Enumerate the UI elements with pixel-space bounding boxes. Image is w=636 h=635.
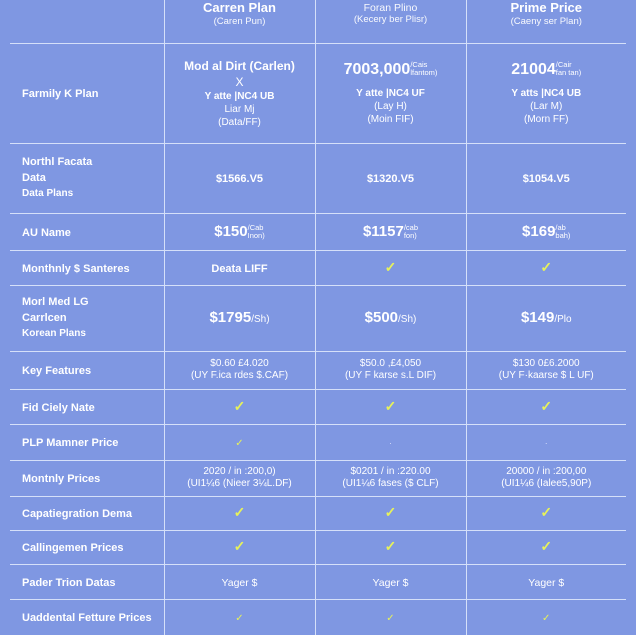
plan-3-line2: (Lar M) xyxy=(530,100,563,112)
table-row xyxy=(10,351,626,389)
table-row xyxy=(10,530,626,564)
dot-icon: · xyxy=(315,424,466,460)
table-row xyxy=(10,564,626,599)
header-row xyxy=(10,0,626,43)
cell: $1157/cab fon) xyxy=(315,213,466,250)
table-row xyxy=(10,599,626,635)
row-label: Key Features xyxy=(10,351,164,389)
check-icon: ✓ xyxy=(164,599,315,635)
row-label: Monthnly $ Santeres xyxy=(10,250,164,285)
cell: $1320.V5 xyxy=(315,143,466,213)
check-icon: ✓ xyxy=(466,389,626,424)
cell: $1566.V5 xyxy=(164,143,315,213)
table-row xyxy=(10,424,626,460)
check-icon: ✓ xyxy=(164,389,315,424)
row-label: Pader Trion Datas xyxy=(10,564,164,599)
check-icon: ✓ xyxy=(315,389,466,424)
check-icon: ✓ xyxy=(466,250,626,285)
plan-3-line1: Y atts |NC4 UB xyxy=(511,87,582,99)
check-icon: ✓ xyxy=(164,424,315,460)
plan-2-unit: /Cais xyxy=(410,60,428,70)
plan-3-line3: (Morn FF) xyxy=(524,113,569,125)
plan-1-line2: Liar Mj xyxy=(224,103,255,115)
plan-3-unit2: fan tan) xyxy=(555,68,582,78)
check-icon: ✓ xyxy=(466,496,626,530)
row-label: Farmily K Plan xyxy=(10,43,164,143)
table-row xyxy=(10,496,626,530)
row-label: Callingemen Prices xyxy=(10,530,164,564)
cell: 20000 / in :200,00 (UI1¼6 (Ialee5,90P) xyxy=(466,460,626,496)
check-icon: ✓ xyxy=(315,496,466,530)
plan-3-details xyxy=(466,43,626,143)
row-label: PLP Mamner Price xyxy=(10,424,164,460)
cell: Deata LIFF xyxy=(164,250,315,285)
cell: $1054.V5 xyxy=(466,143,626,213)
cell: 2020 / in :200,0) (UI1¼6 (Nieer 3¼L.DF) xyxy=(164,460,315,496)
plan-2-line3: (Moin FIF) xyxy=(367,113,414,125)
check-icon: ✓ xyxy=(164,530,315,564)
plan-2-line1: Y atte |NC4 UF xyxy=(356,87,425,99)
table-row-plans xyxy=(10,43,626,143)
check-icon: ✓ xyxy=(315,530,466,564)
header-empty-cell xyxy=(10,0,164,43)
plan-1-line3: (Data/FF) xyxy=(218,116,261,128)
plan-2-unit2: lfantom) xyxy=(410,68,438,78)
plan-1-line1: Y atte |NC4 UB xyxy=(204,90,275,102)
row-label: Uaddental Fetture Prices xyxy=(10,599,164,635)
table-row xyxy=(10,143,626,213)
check-icon: ✓ xyxy=(466,599,626,635)
table-row xyxy=(10,460,626,496)
row-label: AU Name xyxy=(10,213,164,250)
header-plan-1[interactable] xyxy=(164,0,315,43)
cell: Yager $ xyxy=(466,564,626,599)
plan-2-details xyxy=(315,43,466,143)
row-label: Montnly Prices xyxy=(10,460,164,496)
header-plan-3-subtitle: (Caeny ser Plan) xyxy=(510,16,582,28)
cell: $130 0£6.2000 (UY F·kaarse $ L UF) xyxy=(466,351,626,389)
header-plan-2[interactable] xyxy=(315,0,466,43)
plan-3-unit: /Cair xyxy=(555,60,572,70)
plan-1-details xyxy=(164,43,315,143)
header-plan-3[interactable] xyxy=(466,0,626,43)
check-icon: ✓ xyxy=(466,530,626,564)
header-plan-1-title: Carren Plan xyxy=(203,0,276,16)
cell: $50.0 ,£4,050 (UY F karse s.L DIF) xyxy=(315,351,466,389)
table-row xyxy=(10,213,626,250)
header-plan-2-title: Foran Plino xyxy=(363,2,418,15)
cell: Yager $ xyxy=(164,564,315,599)
table-row xyxy=(10,250,626,285)
cell: $150/Cab Inon) xyxy=(164,213,315,250)
check-icon: ✓ xyxy=(315,599,466,635)
plan-1-name: Mod al Dirt (Carlen) xyxy=(184,58,295,73)
table-row xyxy=(10,285,626,351)
cell: $500/Sh) xyxy=(315,285,466,351)
plan-2-line2: (Lay H) xyxy=(374,100,407,112)
header-plan-3-title: Prime Price xyxy=(510,0,583,16)
row-label: Northl Facata Data Data Plans xyxy=(10,143,164,213)
check-icon: ✓ xyxy=(164,496,315,530)
plan-1-x: X xyxy=(235,74,244,89)
table-row xyxy=(10,389,626,424)
check-icon: ✓ xyxy=(315,250,466,285)
row-label: Morl Med LG Carrlcen Korean Plans xyxy=(10,285,164,351)
cell: $149/Plo xyxy=(466,285,626,351)
cell: $169/ab bah) xyxy=(466,213,626,250)
cell: $0.60 £4.020 (UY F.ica rdes $.CAF) xyxy=(164,351,315,389)
cell: $1795/Sh) xyxy=(164,285,315,351)
row-label: Fid Ciely Nate xyxy=(10,389,164,424)
header-plan-2-subtitle: (Kecery ber Plisr) xyxy=(353,14,428,26)
dot-icon: · xyxy=(466,424,626,460)
row-label: Capatiegration Dema xyxy=(10,496,164,530)
cell: $0201 / in :220.00 (UI1¼6 fases ($ CLF) xyxy=(315,460,466,496)
plan-comparison-table xyxy=(10,0,626,635)
header-plan-1-subtitle: (Caren Pun) xyxy=(213,16,266,28)
plan-3-price: 21004 xyxy=(511,60,556,78)
plan-2-price: 7003,000 xyxy=(343,60,411,78)
cell: Yager $ xyxy=(315,564,466,599)
